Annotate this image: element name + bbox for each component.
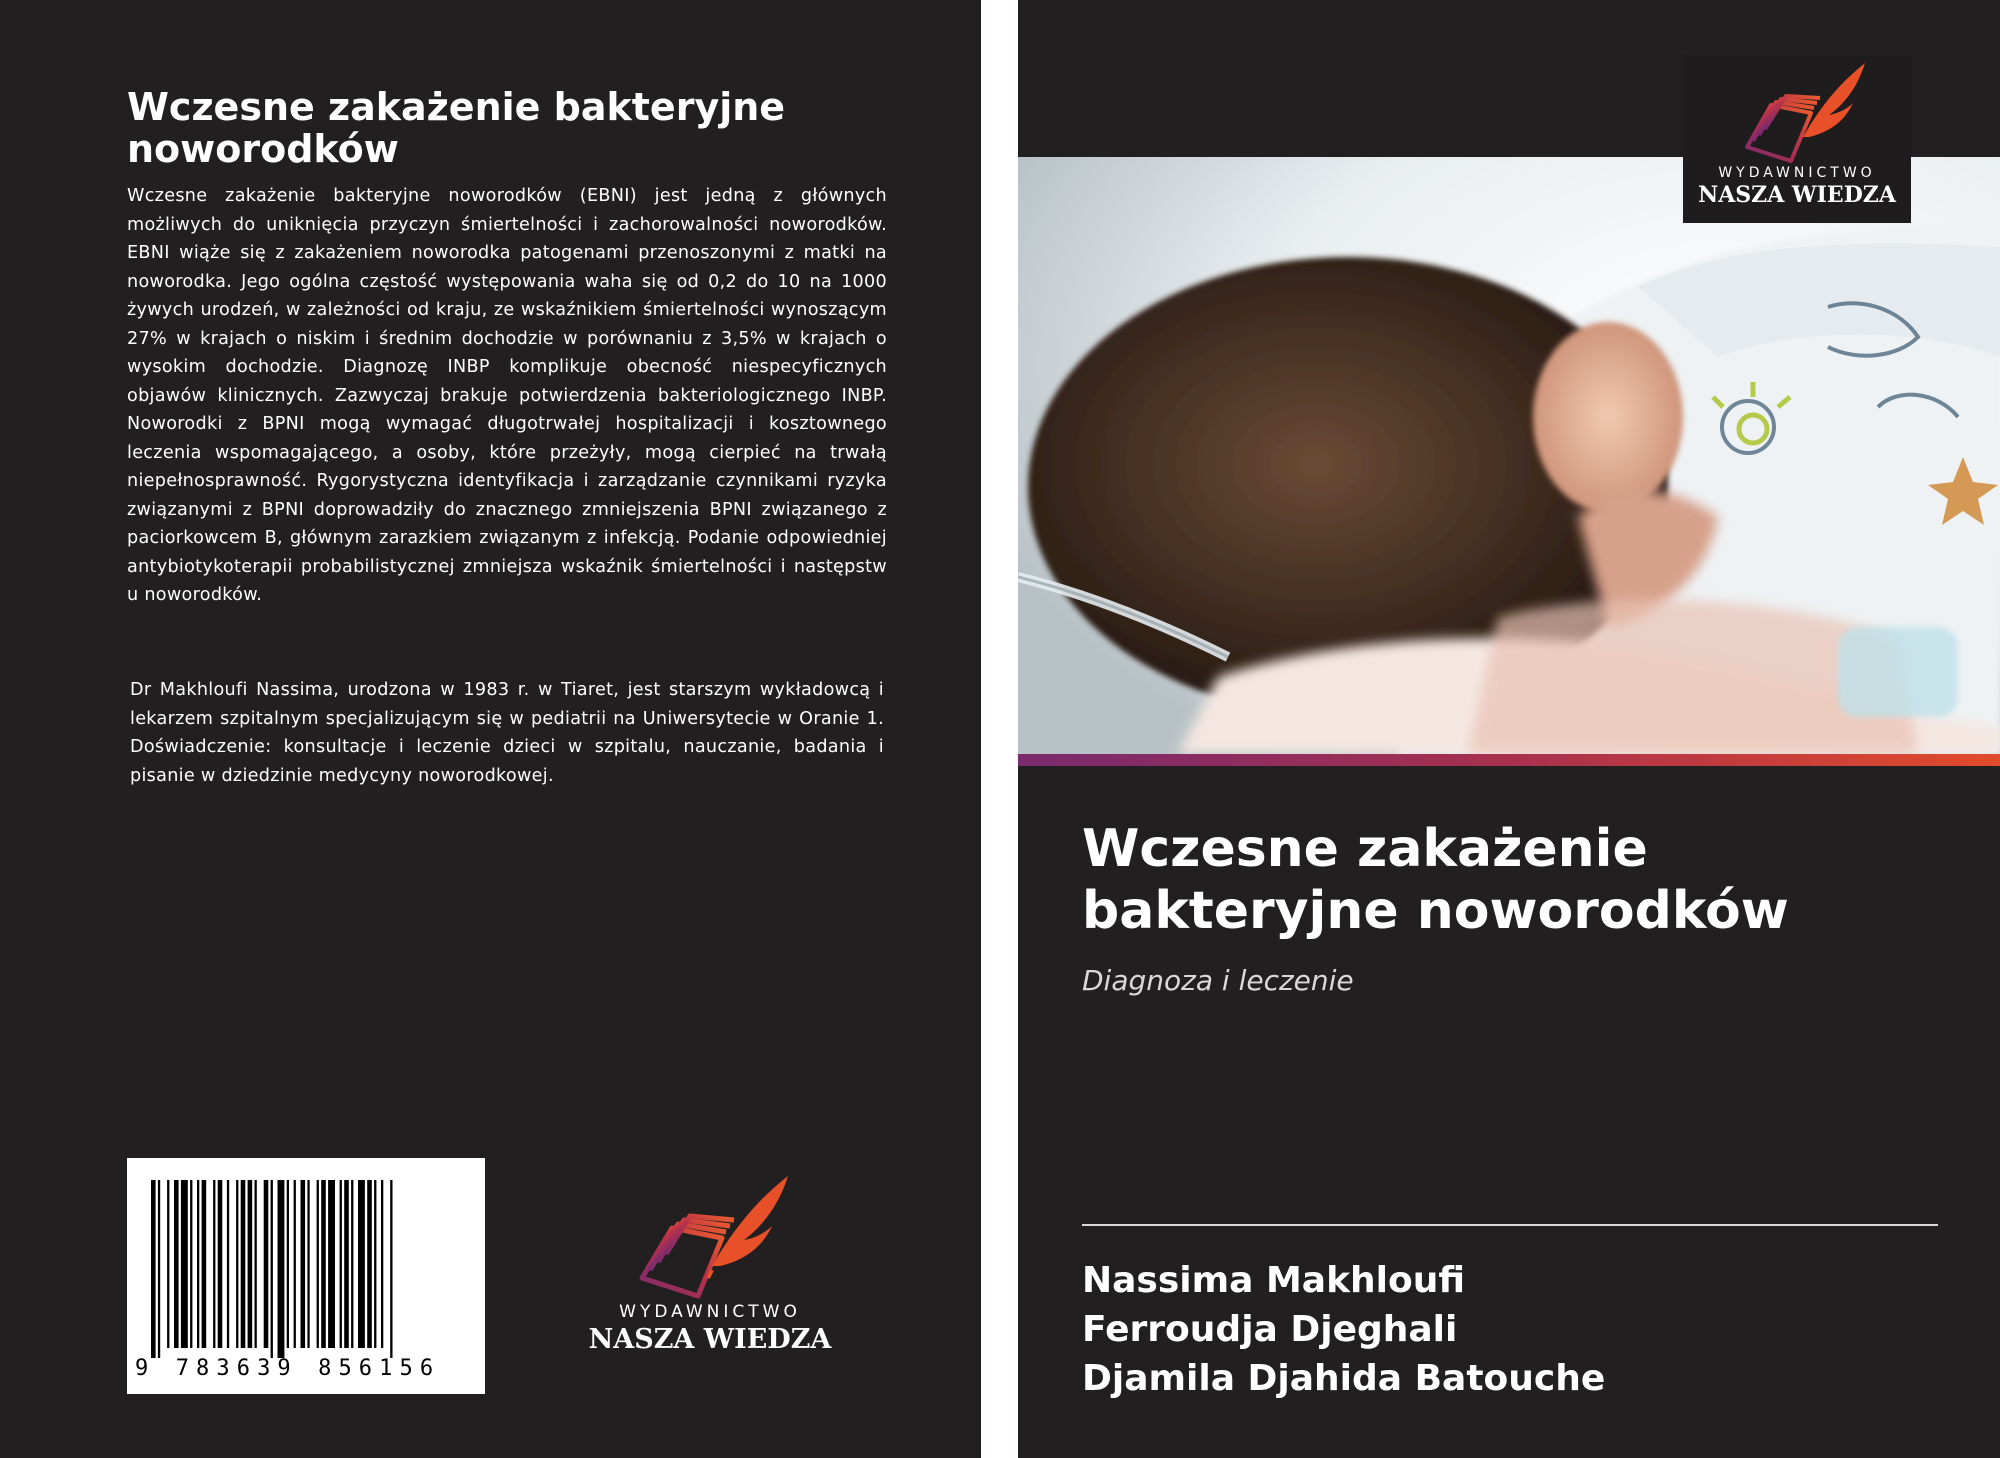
back-cover (0, 0, 981, 1458)
publisher-label-small: WYDAWNICTWO (619, 1302, 801, 1322)
barcode-bar (190, 1180, 192, 1348)
barcode-bar (381, 1180, 383, 1348)
barcode-bar (340, 1180, 342, 1348)
barcode-bar (301, 1180, 306, 1348)
barcode-bar (181, 1180, 188, 1348)
author-bio: Dr Makhloufi Nassima, urodzona w 1983 r. w Tiaret, jest starszym wykładowcą i lekarzem szpitalnym specjalizującym się w pediatrii na Uniwersytecie w Oranie 1. Doświadczenie: konsultacje i leczenie dzieci w szpitalu, nauczanie, badania i pisanie w dziedzinie medycyny noworodkowej. (130, 680, 884, 786)
barcode-bar (218, 1180, 223, 1348)
divider (1082, 1224, 1938, 1226)
front-cover-subtitle: Diagnoza i leczenie (1082, 964, 1354, 997)
barcode-bar (278, 1180, 285, 1358)
author-name: Nassima Makhloufi (1082, 1260, 1466, 1301)
barcode-bar (202, 1180, 207, 1348)
barcode-bar (358, 1180, 365, 1348)
barcode-bar (307, 1180, 309, 1348)
back-cover-title: Wczesne zakażenie bakteryjne noworodków (127, 85, 786, 171)
barcode-bar (264, 1180, 269, 1348)
barcode-bar (174, 1180, 179, 1348)
barcode-bar (255, 1180, 257, 1348)
barcode-bar (321, 1180, 326, 1348)
newborn-photo (1018, 157, 2000, 754)
barcode-bar (167, 1180, 169, 1348)
barcode-bar (294, 1180, 296, 1348)
isbn-digits: 9 783639 856156 (135, 1356, 441, 1381)
back-cover-blurb: Wczesne zakażenie bakteryjne noworodków (EBNI) jest jedną z głównych możliwych do uniknięcia przyczyn śmiertelności i zachorowalności noworodków. EBNI wiąże się z zakażeniem noworodka patogenami przenoszonymi z matki na noworodka. Jego ogólna częstość występowania waha się od 0,2 do 10 na 1000 żywych urodzeń, w zależności od kraju, ze wskaźnikiem śmiertelności wynoszącym 27% w krajach o niskim i średnim dochodzie w porównaniu z 3,5% w krajach o wysokim dochodzie. Diagnozę INBP komplikuje obecność niespecyficznych objawów klinicznych. Zazwyczaj brakuje potwierdzenia bakteriologicznego INBP. Noworodki z BPNI mogą wymagać długotrwałej hospitalizacji i kosztownego leczenia wspomagającego, a osoby, które przeżyły, mogą cierpieć na trwałą niepełnosprawność. Rygorystyczna identyfikacja i zarządzanie czynnikami ryzyka związanymi z BPNI doprowadziły do znacznego zmniejszenia BPNI związanego z paciorkowcem B, głównym zarazkiem związanym z infekcją. Podanie odpowiedniej antybiotykoterapii probabilistycznej zmniejsza wskaźnik śmiertelności i następstw u noworodków. (127, 186, 887, 605)
barcode-bar (390, 1180, 392, 1358)
author-name: Ferroudja Djeghali (1082, 1309, 1458, 1350)
publisher-logo-back (580, 1166, 840, 1356)
barcode-bar (271, 1180, 273, 1358)
barcode-bar (287, 1180, 289, 1348)
barcode-bar (197, 1180, 199, 1348)
author-list (1082, 1256, 1962, 1403)
barcode-bar (374, 1180, 376, 1348)
author-name: Djamila Djahida Batouche (1082, 1358, 1606, 1399)
publisher-label-big: NASZA WIEDZA (1698, 182, 1896, 208)
barcode-bar (241, 1180, 246, 1348)
spine (981, 0, 1018, 1458)
barcode-bar (351, 1180, 353, 1348)
barcode-bar (367, 1180, 372, 1348)
publisher-label-big: NASZA WIEDZA (588, 1324, 832, 1355)
publisher-label-small: WYDAWNICTWO (1718, 165, 1876, 181)
barcode-bar (328, 1180, 335, 1348)
barcode-bar (158, 1180, 160, 1358)
barcode-bar (236, 1180, 238, 1348)
accent-strip (1018, 754, 2000, 766)
barcode-bar (248, 1180, 253, 1348)
front-cover-title: Wczesne zakażenie bakteryjne noworodków (1082, 819, 1789, 941)
barcode-bar (317, 1180, 319, 1348)
barcode-bar (344, 1180, 349, 1348)
barcode-bar (151, 1180, 156, 1358)
isbn-barcode (127, 1158, 485, 1394)
book-quill-icon (580, 1166, 840, 1316)
book-quill-icon (1683, 55, 1911, 175)
barcode-bar (213, 1180, 215, 1348)
publisher-logo-front (1683, 55, 1911, 223)
barcode-bar (227, 1180, 229, 1348)
